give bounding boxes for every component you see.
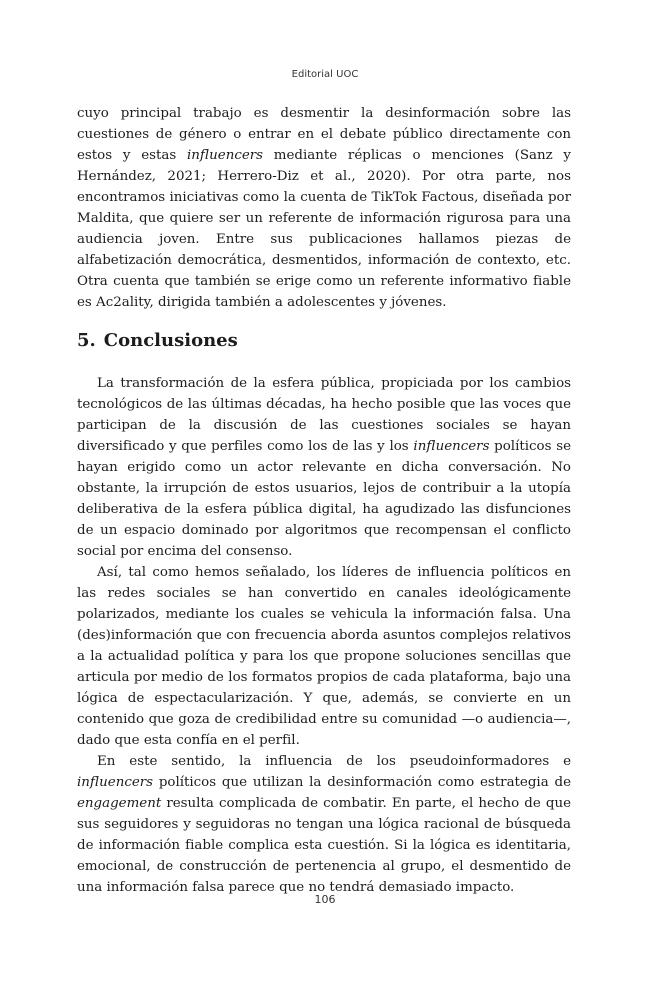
page-number: 106: [314, 893, 336, 906]
paragraph-1: [77, 373, 571, 562]
paragraph-2: Así, tal como hemos señalado, los líderes de influencia políticos en las redes sociales se han convertido en canales ideológicamente polarizados, mediante los cuales se vehicula la información falsa. Una (des)información que con frecuencia aborda asuntos complejos relativos a la actualidad política y para los que propone soluciones sencillas que articula por medio de los formatos propios de cada plataforma, bajo una lógica de espectacularización. Y que, además, se convierte en un contenido que goza de credibilidad entre su comunidad —o audiencia—, dado que esta confía en el perfil.: [77, 565, 571, 748]
text-run: mediante réplicas o menciones (Sanz y Hernández, 2021; Herrero-Diz et al., 2020). Por otra parte, nos encontramos iniciativas como la cuenta de TikTok Factous, diseñada por Maldita, que quiere ser un referente de información rigurosa para una audiencia joven. Entre sus publicaciones hallamos piezas de alfabetización democrática, desmentidos, información de contexto, etc. Otra cuenta que también se erige como un referente informativo fiable es Ac2ality, dirigida también a adolescentes y jóvenes.: [77, 148, 571, 310]
italic-term: engagement: [77, 796, 162, 811]
text-run: políticos se hayan erigido como un actor relevante en dicha conversación. No obstante, la irrupción de estos usuarios, lejos de contribuir a la utopía deliberativa de la esfera pública digital, ha agudizado las disfunciones de un espacio dominado por algoritmos que recompensan el conflicto social por encima del consenso.: [77, 439, 571, 559]
text-run: cuyo principal trabajo es desmentir la desinformación sobre las cuestiones de género o entrar en el debate público directamente con estos y estas: [77, 106, 571, 163]
text-run: La transformación de la esfera pública, propiciada por los cambios tecnológicos de las últimas décadas, ha hecho posible que las voces que participan de la discusión de las cuestiones sociales se hayan diversificado y que perfiles como los de las y los: [77, 376, 571, 454]
text-run: políticos que utilizan la desinformación como estrategia de: [153, 775, 571, 790]
paragraph-3: [77, 751, 571, 898]
text-run: resulta complicada de combatir. En parte, el hecho de que sus seguidores y seguidoras no tengan una lógica racional de búsqueda de información fiable complica esta cuestión. Si la lógica es identitaria, emocional, de construcción de pertenencia al grupo, el desmentido de una información falsa parece que no tendrá demasiado impacto.: [77, 796, 571, 895]
section-heading: [77, 330, 571, 351]
section-title: Conclusiones: [103, 330, 238, 351]
section-number: 5.: [77, 330, 96, 351]
running-header: Editorial UOC: [291, 69, 359, 80]
continued-paragraph: [77, 103, 571, 313]
italic-term: influencers: [77, 775, 154, 790]
italic-term: influencers: [187, 148, 264, 163]
italic-term: influencers: [413, 439, 490, 454]
paragraph-continued: [77, 103, 571, 313]
text-run: En este sentido, la influencia de los pseudoinformadores e: [97, 754, 571, 769]
section-body: [77, 373, 571, 898]
